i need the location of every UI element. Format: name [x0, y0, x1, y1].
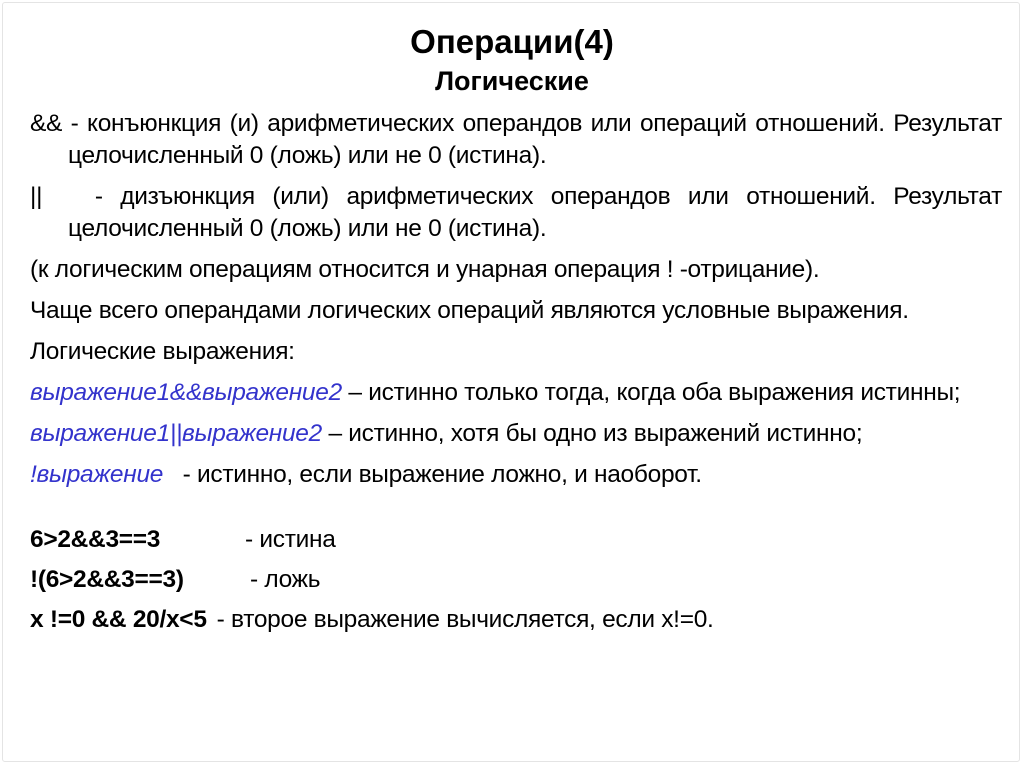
- paragraph-and: && - конъюнкция (и) арифметических операндов или операций отношений. Результат целочисленный 0 (ложь) или не 0 (истина).: [30, 110, 1009, 169]
- example-2: [30, 564, 1002, 596]
- example-code: !(6>2&&3==3): [30, 566, 184, 593]
- slide-title: Операции(4): [410, 23, 614, 60]
- example-code: 6>2&&3==3: [30, 526, 161, 553]
- expression-text: – истинно только тогда, когда оба выражения истинны;: [341, 379, 961, 406]
- example-1: [30, 524, 1002, 556]
- paragraph-usage: Чаще всего операндами логических операций являются условные выражения.: [30, 297, 909, 324]
- expression-code: !выражение: [30, 461, 164, 488]
- example-text: - второе выражение вычисляется, если x!=0.: [216, 606, 714, 633]
- expression-and: [30, 377, 1002, 409]
- expression-text: – истинно, хотя бы одно из выражений истинно;: [321, 420, 863, 447]
- expression-not: [30, 459, 1002, 491]
- expression-or: [30, 418, 1002, 450]
- expression-code: выражение1&&выражение2: [30, 379, 342, 406]
- expression-text: - истинно, если выражение ложно, и наоборот.: [163, 461, 702, 488]
- slide-body: [30, 108, 1009, 644]
- example-text: - ложь: [250, 566, 321, 593]
- slide-subtitle: Логические: [435, 66, 589, 96]
- example-3: [30, 604, 1002, 636]
- example-text: - истина: [245, 526, 336, 553]
- paragraph-not: (к логическим операциям относится и унарная операция ! -отрицание).: [30, 256, 820, 283]
- example-code: x !=0 && 20/x<5: [30, 606, 207, 633]
- paragraph-heading: Логические выражения:: [30, 338, 295, 365]
- paragraph-or: || - дизъюнкция (или) арифметических операндов или отношений. Результат целочисленный 0 (ложь) или не 0 (истина).: [30, 183, 1009, 242]
- expression-code: выражение1||выражение2: [30, 420, 322, 447]
